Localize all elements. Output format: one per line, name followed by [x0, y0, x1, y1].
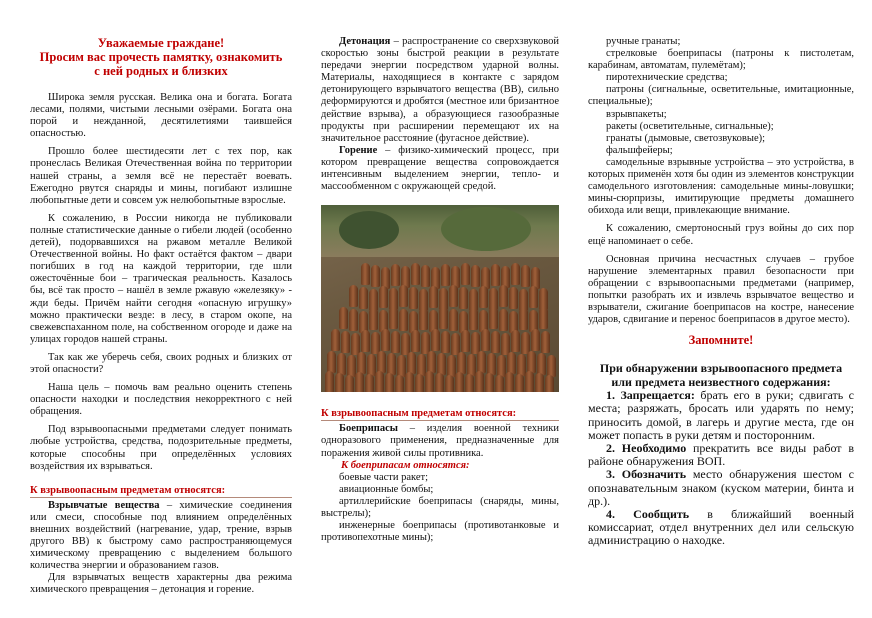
shell	[349, 309, 358, 331]
list-item: ракеты (осветительные, сигнальные);	[606, 120, 774, 132]
shell	[439, 307, 448, 329]
shell	[419, 308, 428, 330]
shell	[327, 351, 336, 373]
shell	[399, 309, 408, 331]
list-item: патроны (сигнальные, осветительные, имитационные, специальные);	[588, 84, 854, 108]
title-line-1: Уважаемые граждане!	[97, 36, 225, 50]
shell	[461, 263, 470, 285]
shell	[449, 285, 458, 307]
shell	[519, 308, 528, 330]
list-item: артиллерийские боеприпасы (снаряды, мины, выстрелы);	[321, 495, 559, 519]
instruction-item	[588, 508, 854, 548]
paragraph: Для взрывчатых веществ характерны два режима химического превращения – детонация и горение.	[30, 572, 292, 596]
section-heading: К взрывоопасным предметам относятся:	[321, 408, 559, 421]
shell	[491, 331, 500, 353]
shell	[385, 373, 394, 392]
shell	[527, 351, 536, 373]
paragraph	[321, 36, 559, 145]
shell	[421, 265, 430, 287]
instruction-text: в ближайший военный комиссариат, отдел внутренних дел или сельскую администрацию о находке.	[588, 507, 855, 548]
paragraph: Основная причина несчастных случаев – грубое нарушение элементарных правил безопасности при обращении с взрывоопасными предметами (например, попытки разобрать их и извлечь взрывчатое вещество и взрыватели, сжигание боеприпасов на костре, нанесение ударов, сдвигание и перенос боеприпасов в другое место).	[588, 253, 854, 326]
shell	[381, 329, 390, 351]
shell	[361, 330, 370, 352]
paragraph: Прошло более шестидесяти лет с тех пор, как пронеслась Великая Отечественная война по территории нашей страны, а земля всё не перестаёт воевать. Ежегодно рвутся снаряды и мины, погибают излишне любопытные дети и совсем уж нелюбопытные взрослые.	[30, 146, 292, 206]
shell	[345, 375, 354, 392]
shell	[387, 353, 396, 375]
paragraph	[321, 145, 559, 193]
term: Взрывчатые вещества	[48, 499, 160, 511]
shell	[475, 371, 484, 392]
shell	[547, 355, 556, 377]
munitions-list-cont	[588, 36, 854, 157]
paragraph: Широка земля русская. Велика она и богата. Богата лесами, полями, чистыми лесными озёрами. Богата она порой и нежданной, десятилетиями таившейся опасностью.	[30, 92, 292, 140]
paragraph: К сожалению, смертоносный груз войны до сих пор ещё напоминает о себе.	[588, 223, 854, 247]
shell	[435, 373, 444, 392]
column-left	[30, 36, 292, 597]
shell	[359, 287, 368, 309]
instruction-text: брать его в руки; сдвигать с места; разряжать, бросать или ударять по нему; приносить домой, в лагерь и другие места, где он может попасть в руки детям и посторонним.	[588, 388, 855, 442]
shell	[409, 287, 418, 309]
definition: – распространение со сверхзвуковой скоростью зоны быстрой реакции в результате передачи энергии посредством ударной волны. Материалы, находящиеся в контакте с зарядом детонирующего взрывчатого вещества (ВВ), сильно деформируются и дробятся (местное или бризантное действие взрыва), а образующиеся газообразные продукты при расширении перемещают их на значительное расстояние (фугасное действие).	[321, 36, 559, 144]
shell	[355, 372, 364, 392]
paragraph: Так как же уберечь себя, своих родных и близких от этой опасности?	[30, 351, 292, 375]
instruction-item	[588, 468, 854, 508]
list-item: пиротехнические средства;	[606, 72, 728, 84]
term: Боеприпасы	[339, 423, 398, 435]
shell	[471, 265, 480, 287]
shell	[449, 309, 458, 331]
shell	[529, 286, 538, 308]
paragraph	[30, 500, 292, 573]
shell	[361, 263, 370, 285]
shell	[461, 330, 470, 352]
list-item: инженерные боеприпасы (противотанковые и противопехотные мины);	[321, 520, 559, 544]
shell	[341, 331, 350, 353]
paragraph	[321, 423, 559, 459]
paragraph: Под взрывоопасными предметами следует понимать любые устройства, средства, подозрительные предметы, которые способны при определённых условиях воздействия их взрываться.	[30, 424, 292, 472]
shell	[509, 287, 518, 309]
shell	[375, 371, 384, 392]
shell	[537, 353, 546, 375]
list-item: фальшфейеры;	[606, 144, 673, 156]
shell	[411, 330, 420, 352]
shell	[511, 263, 520, 285]
shell	[395, 375, 404, 392]
shell	[507, 352, 516, 374]
shell	[391, 264, 400, 286]
shell	[339, 307, 348, 329]
shell	[407, 352, 416, 374]
munitions-list	[321, 472, 559, 545]
instruction-label: 1. Запрещается:	[606, 388, 695, 403]
shell	[541, 331, 550, 353]
shell	[377, 351, 386, 373]
munitions-photo	[321, 205, 559, 392]
list-item: взрывпакеты;	[606, 108, 667, 120]
shell	[539, 307, 548, 329]
shell	[499, 309, 508, 331]
shell	[525, 371, 534, 392]
shell	[405, 372, 414, 392]
instruction-label: 4. Сообщить	[606, 507, 690, 522]
shell	[495, 375, 504, 392]
instruction-text: прекратить все виды работ в районе обнаружения ВОП.	[588, 441, 854, 469]
remember-heading: Запомните!	[688, 333, 754, 348]
shell	[431, 329, 440, 351]
instructions-list	[588, 389, 854, 547]
shell	[499, 285, 508, 307]
shell	[429, 286, 438, 308]
instruction-item	[588, 389, 854, 442]
shell	[531, 329, 540, 351]
shell	[427, 351, 436, 373]
page-title	[30, 36, 292, 78]
shell	[487, 353, 496, 375]
shell	[349, 285, 358, 307]
shell	[411, 263, 420, 285]
section-heading: К взрывоопасным предметам относятся:	[30, 485, 292, 498]
shell	[479, 286, 488, 308]
paragraph: самодельные взрывные устройства – это устройства, в которых применён хотя бы один из элементов конструкции самодельного изготовления: самодельные мины-ловушки; мины-сюрпризы, имитирующие предметы домашнего обихода или вещи, привлекающие внимание.	[588, 156, 854, 217]
list-item: гранаты (дымовые, светозвуковые);	[606, 132, 766, 144]
shell	[481, 329, 490, 351]
instructions-heading-line-2: или предмета неизвестного содержания:	[611, 374, 831, 389]
shell	[379, 286, 388, 308]
shell	[511, 330, 520, 352]
shell	[365, 374, 374, 392]
shell	[477, 351, 486, 373]
shell	[335, 373, 344, 392]
instruction-label: 2. Необходимо	[606, 441, 687, 456]
list-item: ручные гранаты;	[606, 36, 681, 47]
title-line-3: с ней родных и близких	[94, 64, 228, 78]
shell	[441, 264, 450, 286]
term: Детонация	[339, 36, 391, 47]
shell	[535, 373, 544, 392]
term: Горение	[339, 144, 378, 156]
shell	[515, 374, 524, 392]
shell	[337, 353, 346, 375]
definition: – физико-химический процесс, при котором превращение вещества сопровождается интенсивным выделением энергии, тепло- и массообменном с окружающей средой.	[321, 144, 559, 193]
shell	[425, 371, 434, 392]
instructions-heading-line-1: При обнаружении взрывоопасного предмета	[599, 361, 843, 376]
shell	[371, 265, 380, 287]
subsection-heading: К боеприпасам относятся:	[341, 459, 470, 471]
title-line-2: Просим вас прочесть памятку, ознакомить	[39, 50, 283, 64]
instruction-label: 3. Обозначить	[606, 467, 687, 482]
shell	[415, 374, 424, 392]
shell	[459, 287, 468, 309]
list-item: боевые части ракет;	[339, 471, 429, 483]
shell	[491, 264, 500, 286]
shell	[521, 265, 530, 287]
shell	[469, 308, 478, 330]
paragraph: К сожалению, в России никогда не публиковали полные статистические данные о гибели людей (особенно детей), подорвавшихся на ржавом металле Великой Отечественной войны. Но факт остаётся фактом – двари погибших в год на каждой территории, где шли ожесточённые бои – трагическая реальность. Казалось бы, всё так просто – нашёл в земле ржавую «железяку» - жди беды. Причём найти сегодня «опасную игрушку» можно практически везде: в лесу, в старом окопе, на свежевспаханном поле, на собственном огороде и даже на улицах городов нашей страны.	[30, 212, 292, 345]
shell	[455, 372, 464, 392]
shell	[445, 375, 454, 392]
definition: – химические соединения или смеси, способные под влиянием определённых внешних воздействий (нагревание, удар, трение, взрыв другого ВВ) к быстрому само распространяющемуся химическому превращению с выделением большого количества энергии и образованием газов.	[30, 499, 293, 572]
shell	[485, 373, 494, 392]
shell	[437, 353, 446, 375]
shell	[399, 285, 408, 307]
instructions-heading	[588, 362, 854, 389]
column-middle	[321, 36, 559, 544]
shell	[357, 352, 366, 374]
definition: – изделия военной техники одноразового применения, предназначенные для поражения живой силы противника.	[321, 423, 559, 459]
shell	[391, 331, 400, 353]
shell	[545, 375, 554, 392]
shell	[331, 329, 340, 351]
shell	[465, 374, 474, 392]
shell	[389, 307, 398, 329]
instruction-item	[588, 442, 854, 468]
paragraph: Наша цель – помочь вам реально оценить степень опасности находки и последствия некорректного с ней обращения.	[30, 382, 292, 418]
shell	[505, 372, 514, 392]
list-item: авиационные бомбы;	[339, 483, 434, 495]
list-item: стрелковые боеприпасы (патроны к пистолетам, карабинам, автоматам, пулемётам);	[588, 48, 854, 72]
shell	[441, 331, 450, 353]
shell	[369, 308, 378, 330]
shell	[457, 352, 466, 374]
shell	[325, 371, 334, 392]
column-right	[588, 36, 855, 548]
shell	[489, 307, 498, 329]
instruction-text: место обнаружения шестом с опознавательным знаком (куском материи, бинта и др.).	[588, 467, 854, 508]
